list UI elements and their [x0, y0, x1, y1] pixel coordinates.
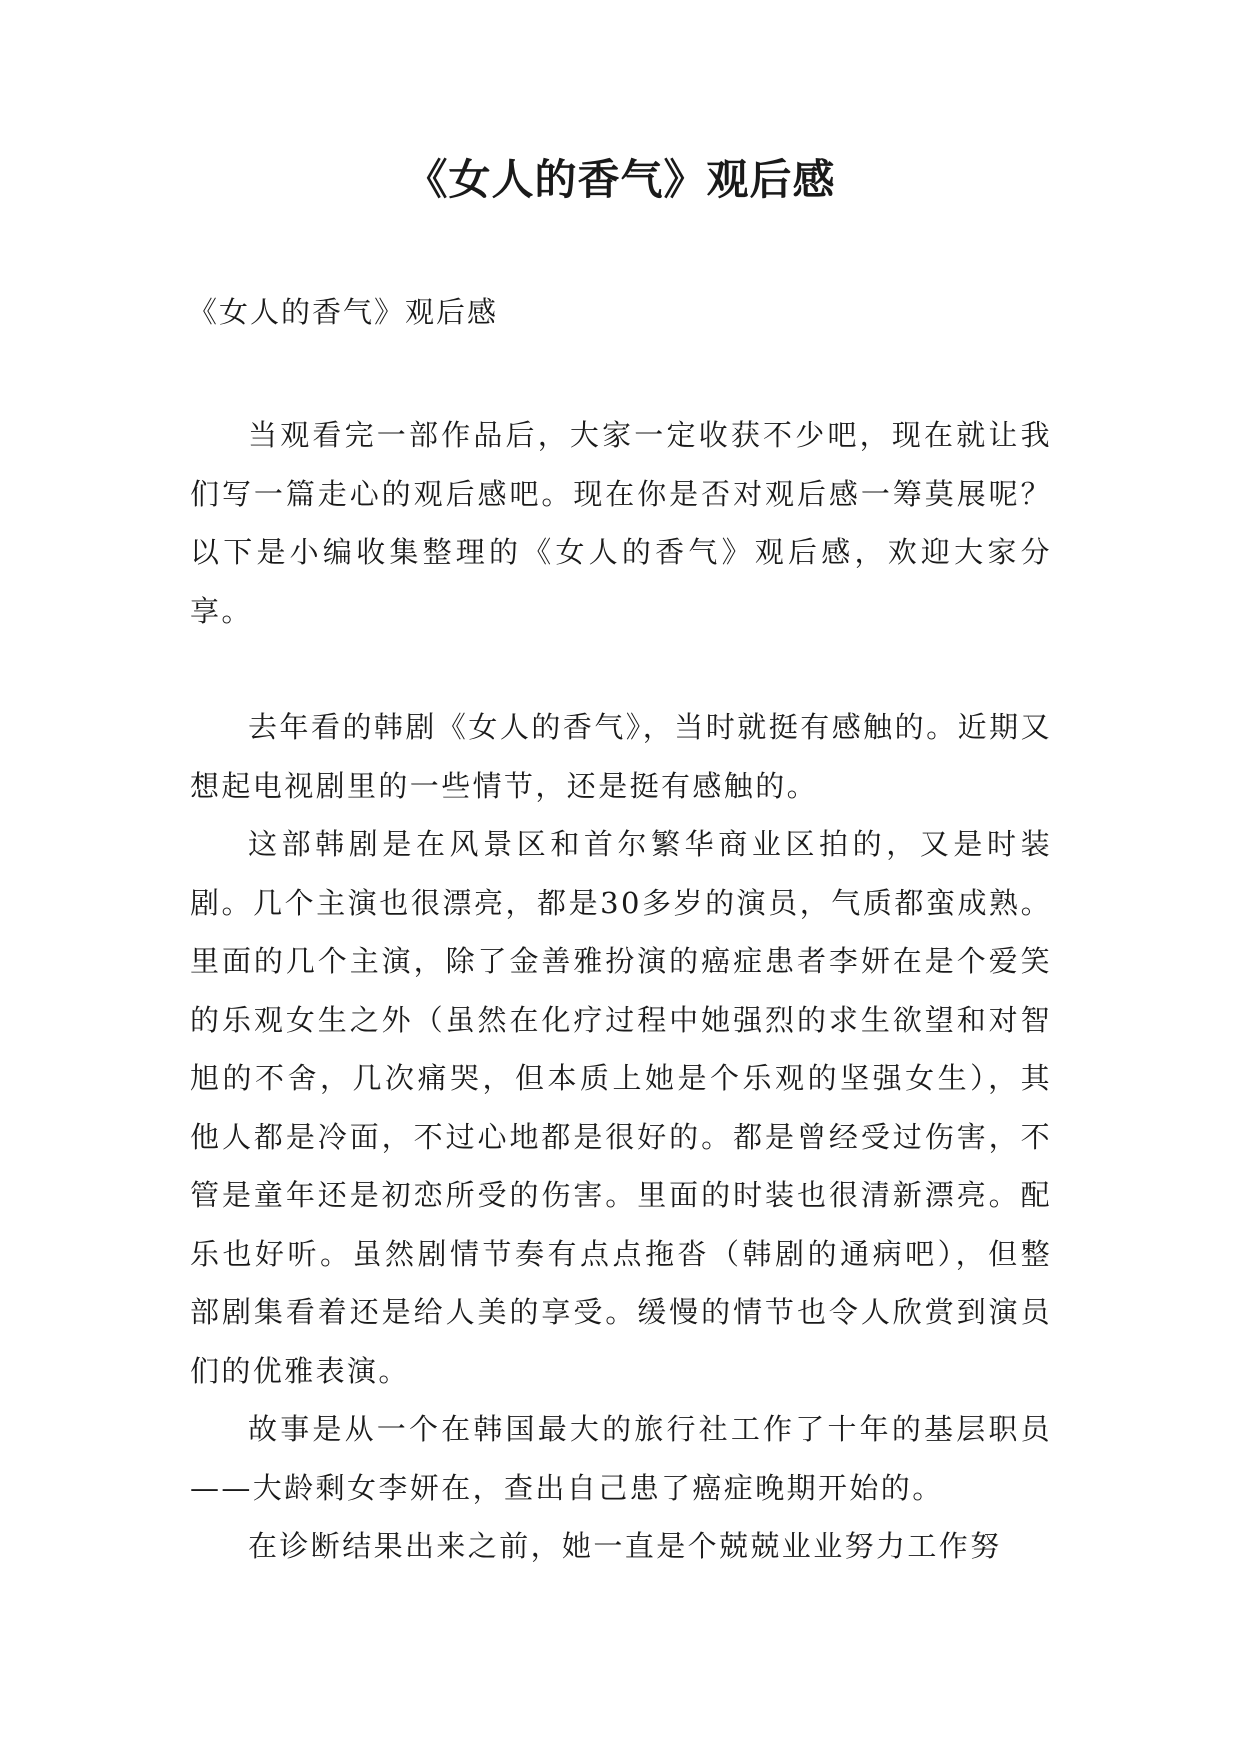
paragraph-intro: 当观看完一部作品后，大家一定收获不少吧，现在就让我们写一篇走心的观后感吧。现在你是否对观后感一筹莫展呢？以下是小编收集整理的《女人的香气》观后感，欢迎大家分享。: [190, 418, 1052, 628]
document-title: 《女人的香气》观后感: [405, 155, 836, 204]
paragraph: 这部韩剧是在风景区和首尔繁华商业区拍的，又是时装剧。几个主演也很漂亮，都是30多岁的演员，气质都蛮成熟。里面的几个主演，除了金善雅扮演的癌症患者李妍在是个爱笑的乐观女生之外（虽然在化疗过程中她强烈的求生欲望和对智旭的不舍，几次痛哭，但本质上她是个乐观的坚强女生），其他人都是冷面，不过心地都是很好的。都是曾经受过伤害，不管是童年还是初恋所受的伤害。里面的时装也很清新漂亮。配乐也好听。虽然剧情节奏有点点拖沓（韩剧的通病吧），但整部剧集看着还是给人美的享受。缓慢的情节也令人欣赏到演员们的优雅表演。: [190, 827, 1052, 1388]
document-subtitle: 《女人的香气》观后感: [188, 295, 499, 329]
paragraph: 故事是从一个在韩国最大的旅行社工作了十年的基层职员——大龄剩女李妍在，查出自己患了癌症晚期开始的。: [190, 1412, 1052, 1505]
paragraph: 在诊断结果出来之前，她一直是个兢兢业业努力工作努: [248, 1529, 1002, 1563]
paragraph: 去年看的韩剧《女人的香气》，当时就挺有感触的。近期又想起电视剧里的一些情节，还是挺有感触的。: [190, 710, 1052, 803]
document-body: [190, 406, 1052, 1576]
